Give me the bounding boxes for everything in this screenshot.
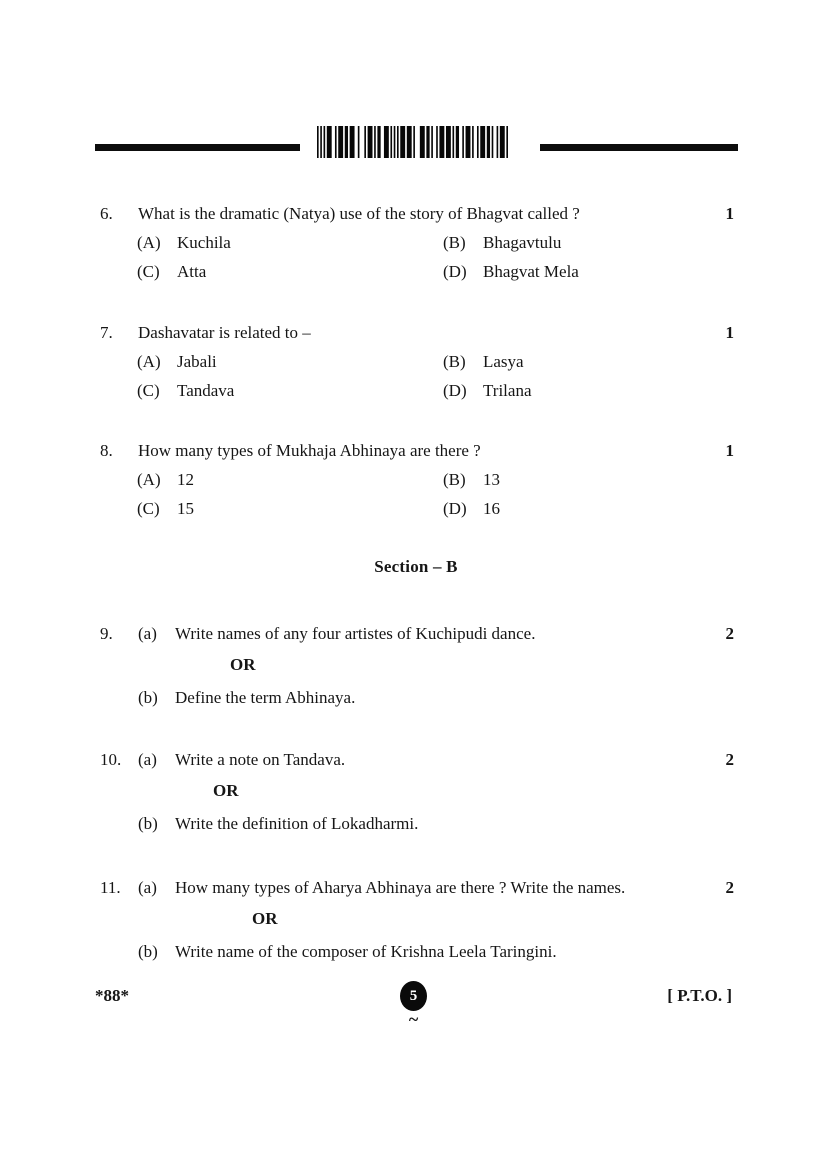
question-number: 9. — [100, 624, 113, 643]
question-text: What is the dramatic (Natya) use of the story of Bhagvat called ? — [138, 204, 580, 223]
header-band — [95, 126, 738, 158]
sub-question-text: Define the term Abhinaya. — [175, 688, 356, 707]
question-number: 8. — [100, 441, 113, 460]
option-b — [443, 232, 561, 254]
marks-value: 2 — [725, 750, 734, 769]
option-label: (A) — [137, 470, 161, 489]
sub-question-label: (a) — [138, 624, 157, 643]
option-c — [137, 261, 443, 283]
question-number: 6. — [100, 204, 113, 223]
page-number-badge — [400, 981, 427, 1011]
option-text: Atta — [177, 262, 207, 281]
option-label: (C) — [137, 262, 160, 281]
tilde-mark: ~ — [408, 1009, 419, 1029]
sub-question-text: Write name of the composer of Krishna Leela Taringini. — [175, 942, 557, 961]
option-a — [137, 469, 443, 491]
page-number: 5 — [409, 987, 418, 1004]
sub-question-label: (b) — [138, 688, 158, 707]
header-rule-right — [540, 144, 738, 151]
option-b — [443, 351, 524, 373]
question-7 — [100, 322, 732, 409]
sub-question-label: (a) — [138, 750, 157, 769]
option-text: 12 — [177, 470, 194, 489]
option-text: 15 — [177, 499, 194, 518]
marks-value: 1 — [725, 204, 734, 223]
marks-value: 2 — [725, 878, 734, 897]
option-text: Bhagvat Mela — [483, 262, 579, 281]
question-6 — [100, 203, 732, 290]
question-11 — [100, 877, 732, 963]
sub-question-text: Write the definition of Lokadharmi. — [175, 814, 419, 833]
option-text: Jabali — [177, 352, 217, 371]
sub-question-text: Write names of any four artistes of Kuchipudi dance. — [175, 624, 536, 643]
option-label: (A) — [137, 233, 161, 252]
option-c — [137, 498, 443, 520]
header-rule-left — [95, 144, 300, 151]
question-10 — [100, 749, 732, 835]
question-number: 10. — [100, 750, 122, 769]
option-d — [443, 380, 532, 402]
option-text: 13 — [483, 470, 500, 489]
option-text: Trilana — [483, 381, 532, 400]
option-label: (D) — [443, 262, 467, 281]
barcode — [317, 126, 508, 158]
option-label: (C) — [137, 499, 160, 518]
question-number: 7. — [100, 323, 113, 342]
sub-question-label: (b) — [138, 942, 158, 961]
option-label: (B) — [443, 352, 466, 371]
sub-question-text: Write a note on Tandava. — [175, 750, 346, 769]
option-text: 16 — [483, 499, 500, 518]
option-label: (D) — [443, 381, 467, 400]
option-text: Tandava — [177, 381, 235, 400]
sub-question-label: (a) — [138, 878, 157, 897]
question-text: How many types of Mukhaja Abhinaya are there ? — [138, 441, 481, 460]
section-heading: Section – B — [374, 557, 458, 576]
question-8 — [100, 440, 732, 527]
marks-value: 1 — [725, 441, 734, 460]
option-text: Kuchila — [177, 233, 231, 252]
option-text: Lasya — [483, 352, 524, 371]
option-b — [443, 469, 500, 491]
option-label: (B) — [443, 470, 466, 489]
option-d — [443, 498, 500, 520]
marks-value: 1 — [725, 323, 734, 342]
or-label: OR — [213, 781, 239, 800]
option-label: (A) — [137, 352, 161, 371]
paper-code: *88* — [95, 986, 129, 1005]
marks-value: 2 — [725, 624, 734, 643]
option-label: (D) — [443, 499, 467, 518]
or-label: OR — [252, 909, 278, 928]
sub-question-text: How many types of Aharya Abhinaya are there ? Write the names. — [175, 878, 626, 897]
question-number: 11. — [100, 878, 121, 897]
option-c — [137, 380, 443, 402]
option-a — [137, 232, 443, 254]
option-a — [137, 351, 443, 373]
pto-label: [ P.T.O. ] — [667, 986, 732, 1005]
question-text: Dashavatar is related to – — [138, 323, 311, 342]
option-d — [443, 261, 579, 283]
sub-question-label: (b) — [138, 814, 158, 833]
option-label: (B) — [443, 233, 466, 252]
question-9 — [100, 623, 732, 709]
or-label: OR — [230, 655, 256, 674]
option-text: Bhagavtulu — [483, 233, 562, 252]
option-label: (C) — [137, 381, 160, 400]
